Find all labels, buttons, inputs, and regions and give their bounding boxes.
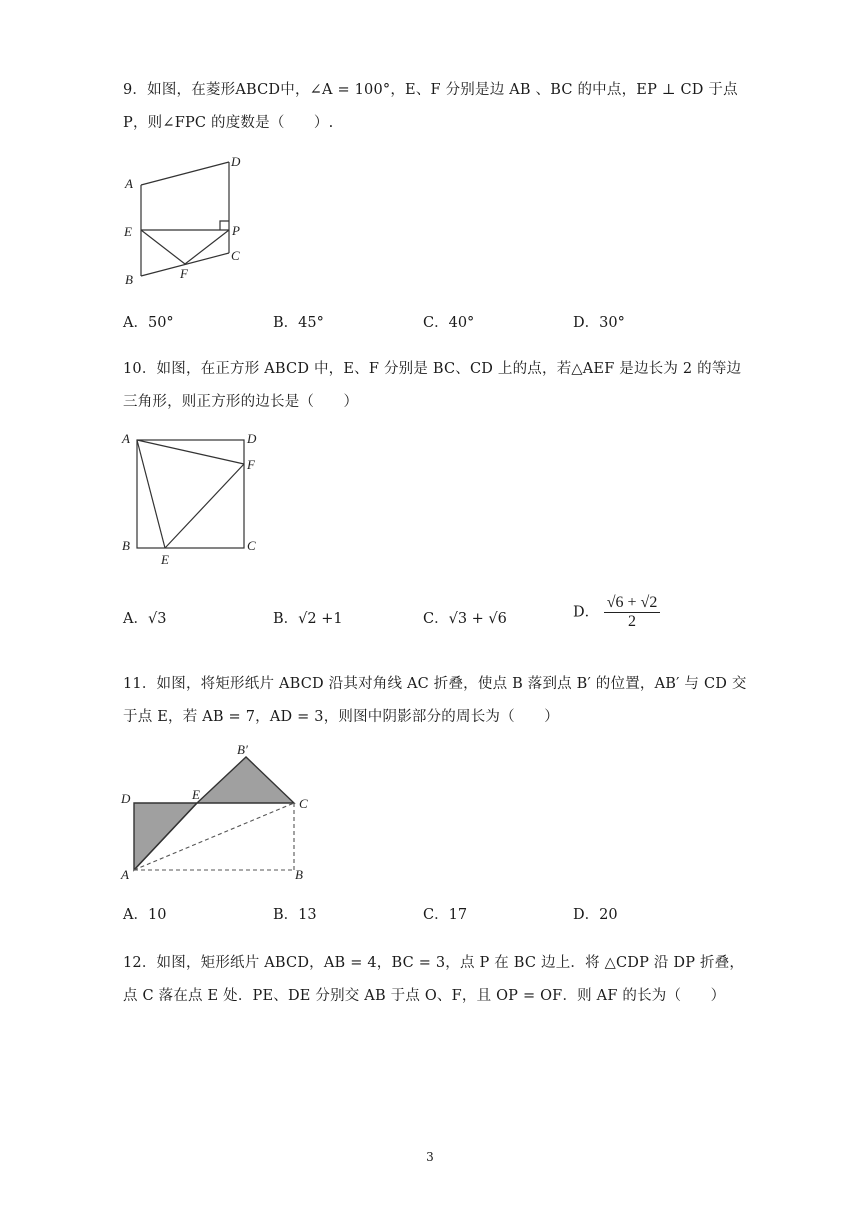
q9-label-D: D — [231, 154, 241, 169]
q12-text-line2: 点 C 落在点 E 处．PE、DE 分别交 AB 于点 O、F，且 OP = OF．则 AF 的长为（ ） — [123, 988, 726, 1004]
q9-text-line1: 9．如图，在菱形ABCD中，∠A = 100°，E、F 分别是边 AB 、BC 的中点，EP ⊥ CD 于点 — [123, 82, 738, 98]
q9-label-F: F — [180, 266, 188, 281]
q10-option-d-numerator: √6 + √2 — [604, 594, 661, 613]
q10-option-d[interactable] — [573, 594, 660, 631]
q11-text-line1: 11．如图，将矩形纸片 ABCD 沿其对角线 AC 折叠，使点 B 落到点 B′ 的位置，AB′ 与 CD 交 — [123, 676, 747, 692]
q11-label-D: D — [121, 791, 131, 806]
q11-option-a[interactable]: A．10 — [123, 907, 167, 923]
q9-label-E: E — [124, 224, 132, 239]
q9-option-c[interactable]: C．40° — [423, 315, 475, 331]
q10-label-E: E — [161, 552, 169, 567]
q10-text-line1: 10．如图，在正方形 ABCD 中，E、F 分别是 BC、CD 上的点，若△AEF 是边长为 2 的等边 — [123, 361, 742, 377]
q11-label-Bprime: B′ — [237, 742, 248, 757]
q10-option-d-prefix: D． — [573, 604, 600, 621]
q11-text-line2: 于点 E，若 AB = 7，AD = 3，则图中阴影部分的周长为（ ） — [123, 709, 559, 725]
q11-fold-figure — [118, 740, 318, 885]
q10-option-d-fraction — [604, 594, 661, 631]
q10-option-a[interactable]: A．√3 — [123, 611, 167, 627]
q10-option-b[interactable]: B．√2 +1 — [273, 611, 343, 627]
q11-option-b[interactable]: B．13 — [273, 907, 317, 923]
q10-text-line2: 三角形，则正方形的边长是（ ） — [123, 394, 359, 410]
q11-label-B: B — [295, 867, 303, 882]
q10-segment-AE — [137, 440, 165, 548]
q11-label-A: A — [121, 867, 129, 882]
q11-option-c[interactable]: C．17 — [423, 907, 468, 923]
q10-square-ABCD — [137, 440, 244, 548]
q9-label-P: P — [232, 223, 240, 238]
q10-label-C: C — [247, 538, 256, 553]
q10-label-B: B — [122, 538, 130, 553]
q9-label-A: A — [125, 176, 133, 191]
q9-text-line2: P，则∠FPC 的度数是（ ）. — [123, 115, 334, 131]
q9-option-a[interactable]: A．50° — [123, 315, 174, 331]
q9-label-C: C — [231, 248, 240, 263]
q10-segment-EF — [165, 464, 244, 548]
q9-right-angle-mark — [220, 221, 229, 230]
q9-option-d[interactable]: D．30° — [573, 315, 625, 331]
q9-label-B: B — [125, 272, 133, 287]
q10-option-c[interactable]: C．√3 + √6 — [423, 611, 507, 627]
q11-option-d[interactable]: D．20 — [573, 907, 618, 923]
q10-label-A: A — [122, 431, 130, 446]
q9-option-b[interactable]: B．45° — [273, 315, 324, 331]
q11-label-E: E — [192, 787, 200, 802]
page-number: 3 — [426, 1150, 434, 1164]
q9-edge-AD — [141, 162, 229, 185]
q9-rhombus-figure — [118, 150, 258, 290]
q12-text-line1: 12．如图，矩形纸片 ABCD，AB = 4，BC = 3，点 P 在 BC 边上．将 △CDP 沿 DP 折叠， — [123, 955, 745, 971]
q10-option-d-denominator: 2 — [628, 613, 637, 630]
q10-square-figure — [118, 428, 268, 568]
q11-label-C: C — [299, 796, 308, 811]
q9-segment-EF — [141, 230, 185, 264]
q10-segment-AF — [137, 440, 244, 464]
q10-label-F: F — [247, 457, 255, 472]
q11-shaded-triangle-EBC — [197, 757, 294, 803]
q10-label-D: D — [247, 431, 257, 446]
